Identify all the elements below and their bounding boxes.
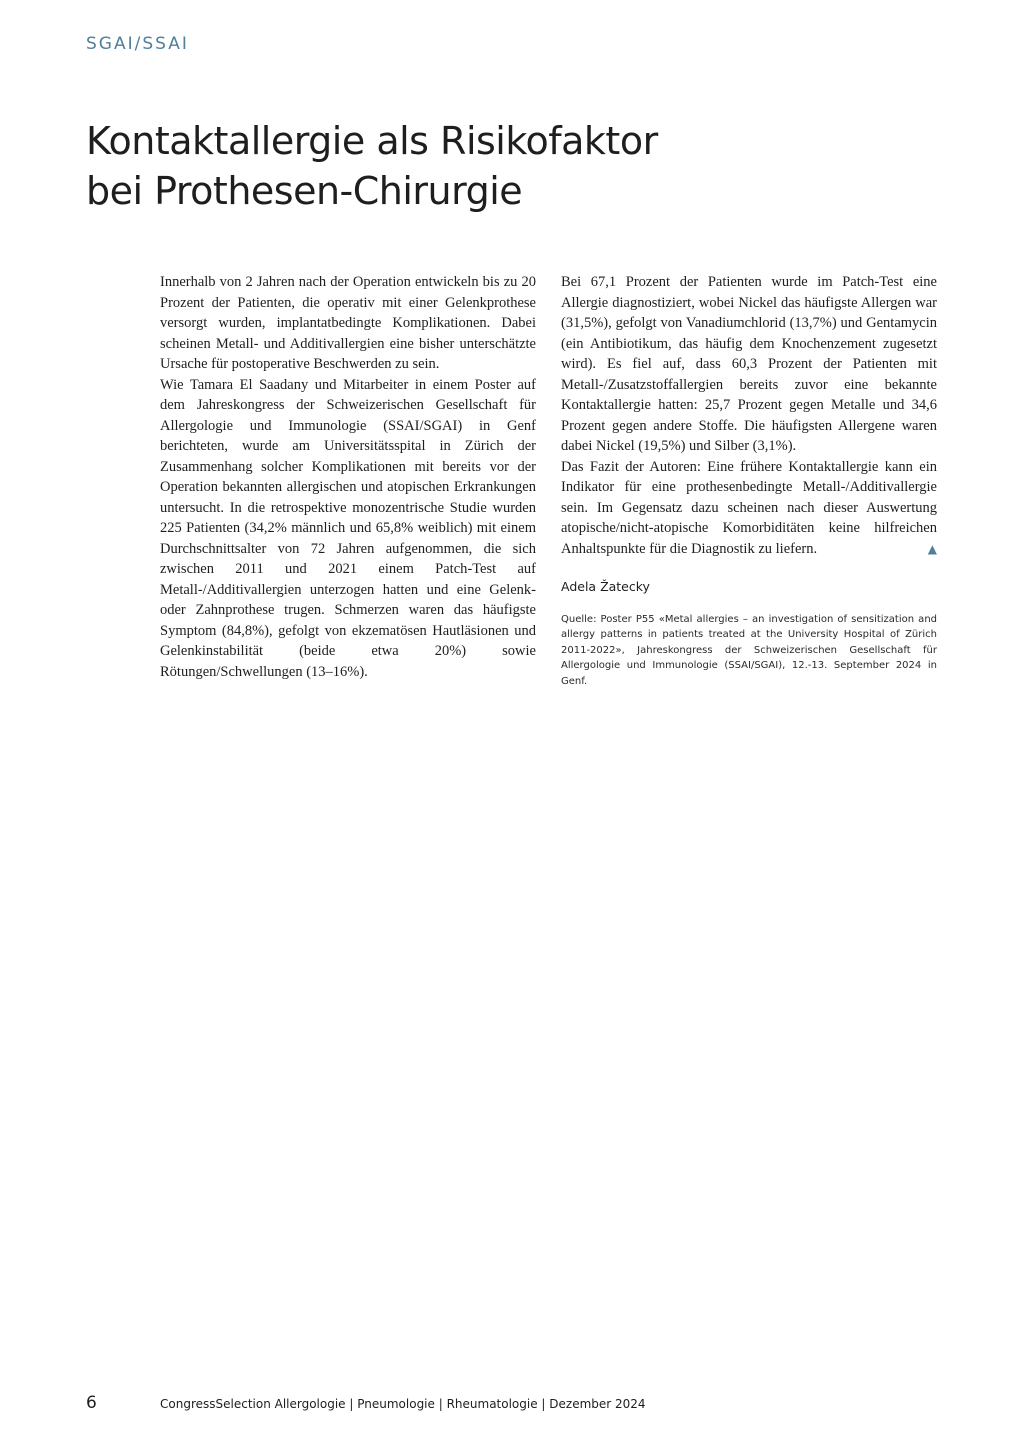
paragraph [561,457,937,560]
article-title-line-2: bei Prothesen-Chirurgie [86,169,523,213]
section-tag: SGAI/SSAI [86,34,189,54]
journal-footer: CongressSelection Allergologie | Pneumologie | Rheumatologie | Dezember 2024 [160,1397,646,1411]
article-title-line-1: Kontaktallergie als Risikofaktor [86,119,658,163]
article-title [86,116,906,216]
author-name: Adela Žatecky [561,579,650,594]
paragraph: Wie Tamara El Saadany und Mitarbeiter in einem Poster auf dem Jahreskongress der Schweizerischen Gesellschaft für Allergologie und Immunologie (SSAI/SGAI) in Genf berichteten, wurde am Universitätsspital in Zürich der Zusammenhang solcher Komplikationen mit bereits vor der Operation bekannten allergischen und atopischen Erkrankungen untersucht. In die retrospektive monozentrische Studie wurden 225 Patienten (34,2% männlich und 65,8% weiblich) mit einem Durchschnittsalter von 72 Jahren aufgenommen, die sich zwischen 2011 und 2021 einem Patch-Test auf Metall-/Additivallergien unterzogen hatten und eine Gelenk- oder Zahnprothese trugen. Schmerzen waren das häufigste Symptom (84,8%), gefolgt von ekzematösen Hautläsionen und Gelenkinstabilität (beide etwa 20%) sowie Rötungen/Schwellungen (13–16%). [160,376,536,680]
end-of-article-icon: ▲ [927,541,937,556]
page-number: 6 [86,1393,97,1413]
source-citation: Quelle: Poster P55 «Metal allergies – an investigation of sensitization and allergy patterns in patients treated at the University Hospital of Zürich 2011-2022», Jahreskongress der Schweizerischen Gesellschaft für Allergologie und Immunologie (SSAI/SGAI), 12.-13. September 2024 in Genf. [561,613,937,687]
paragraph: Innerhalb von 2 Jahren nach der Operation entwickeln bis zu 20 Prozent der Patienten, die operativ mit einer Gelenkprothese versorgt wurden, implantatbedingte Komplikationen. Dabei scheinen Metall- und Additivallergien eine bisher unterschätzte Ursache für postoperative Beschwerden zu sein. [160,274,536,372]
left-column [160,272,536,682]
paragraph-text: Das Fazit der Autoren: Eine frühere Kontaktallergie kann ein Indikator für eine prothesenbedingte Metall-/Additivallergie sein. Im Gegensatz dazu scheinen nach dieser Auswertung atopische/nicht-atopische Komorbiditäten keine hilfreichen Anhaltspunkte für die Diagnostik zu liefern. [561,458,937,557]
paragraph: Bei 67,1 Prozent der Patienten wurde im Patch-Test eine Allergie diagnostiziert, wobei Nickel das häufigste Allergen war (31,5%), gefolgt von Vanadiumchlorid (13,7%) und Gentamycin (ein Antibiotikum, das häufig dem Knochenzement zugesetzt wird). Es fiel auf, dass 60,3 Prozent der Patienten mit Metall-/Zusatzstoffallergien bereits zuvor eine bekannte Kontaktallergie hatten: 25,7 Prozent gegen Metalle und 34,6 Prozent gegen andere Stoffe. Die häufigsten Allergene waren dabei Nickel (19,5%) und Silber (3,1%). [561,274,937,454]
right-column [561,272,937,689]
